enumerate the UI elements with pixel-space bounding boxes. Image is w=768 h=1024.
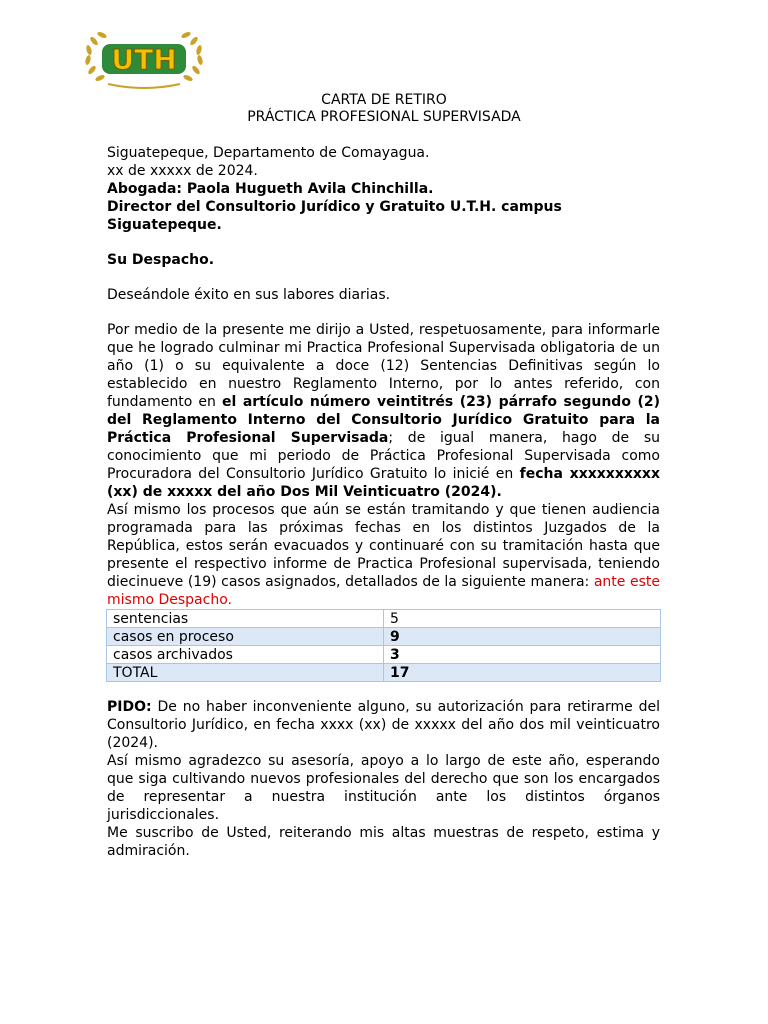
- table-cell-label: casos archivados: [107, 646, 384, 664]
- paragraph-request: PIDO: De no haber inconveniente alguno, su autorización para retirarme del Consultorio Jurídico, en fecha xxxx (xx) de xxxxx del año dos mil veinticuatro (2024).: [107, 699, 660, 751]
- table-row: [107, 628, 661, 646]
- table-cell-value: 5: [384, 610, 661, 628]
- table-cell-value: 3: [384, 646, 661, 664]
- letter-recipient-role: Director del Consultorio Jurídico y Gratuito U.T.H. campus Siguatepeque.: [107, 199, 562, 233]
- table-cell-label: sentencias: [107, 610, 384, 628]
- logo-text: UTH: [111, 43, 177, 76]
- letter-place: Siguatepeque, Departamento de Comayagua.: [107, 145, 430, 161]
- letter-greeting: Deseándole éxito en sus labores diarias.: [107, 287, 391, 303]
- letter-date: xx de xxxxx de 2024.: [107, 163, 258, 179]
- paragraph-closing: Me suscribo de Usted, reiterando mis altas muestras de respeto, estima y admiración.: [107, 825, 660, 859]
- letter-subtitle: PRÁCTICA PROFESIONAL SUPERVISADA: [247, 109, 521, 125]
- letter-title: CARTA DE RETIRO: [321, 92, 447, 108]
- table-row: [107, 646, 661, 664]
- paragraph-main: Por medio de la presente me dirijo a Usted, respetuosamente, para informarle que he logrado culminar mi Practica Profesional Supervisada obligatoria de un año (1) o su equivalente a doce (12) Sentencias Definitivas según lo establecido en nuestro Reglamento Interno, por lo antes referido, con fundamento en el artículo número veintitrés (23) párrafo segundo (2) del Reglamento Interno del Consultorio Jurídico Gratuito para la Práctica Profesional Supervisada; de igual manera, hago de su conocimiento que mi periodo de Práctica Profesional Supervisada como Procuradora del Consultorio Jurídico Gratuito lo inicié en fecha xxxxxxxxxx (xx) de xxxxx del año Dos Mil Veinticuatro (2024).: [107, 322, 661, 500]
- paragraph-thanks: Así mismo agradezco su asesoría, apoyo a lo largo de este año, esperando que siga cultivando nuevos profesionales del derecho que son los encargados de representar a nuestra institución ante los distintos órganos jurisdiccionales.: [107, 753, 660, 823]
- letter-recipient: Abogada: Paola Hugueth Avila Chinchilla.: [107, 181, 434, 197]
- table-cell-value: 17: [384, 664, 661, 682]
- table-cell-label: casos en proceso: [107, 628, 384, 646]
- table-cell-label: TOTAL: [107, 664, 384, 682]
- cases-table: [106, 609, 661, 682]
- uth-logo: [78, 26, 210, 90]
- table-row: [107, 664, 661, 682]
- table-cell-value: 9: [384, 628, 661, 646]
- letter-salutation: Su Despacho.: [107, 252, 215, 268]
- table-row: [107, 610, 661, 628]
- paragraph-processes: Así mismo los procesos que aún se están tramitando y que tienen audiencia programada para las próximas fechas en los distintos Juzgados de la República, estos serán evacuados y continuaré con su tramitación hasta que presente el respectivo informe de Practica Profesional supervisada, teniendo diecinueve (19) casos asignados, detallados de la siguiente manera: ante este mismo Despacho.: [107, 502, 660, 608]
- letter-body: [107, 144, 660, 860]
